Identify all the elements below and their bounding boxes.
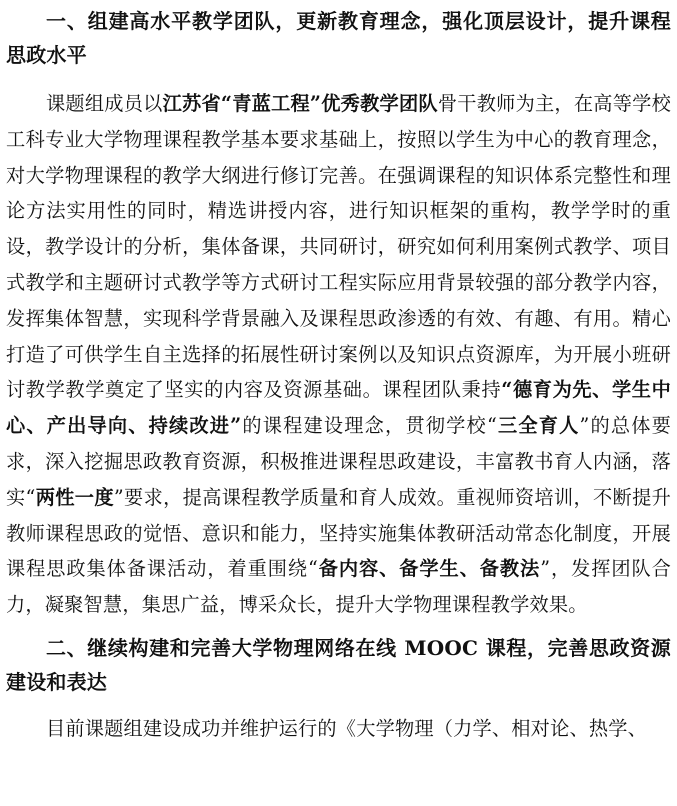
three-preparations-bold: 备内容、备学生、备教法 bbox=[318, 557, 541, 581]
team-name-bold: 江苏省“青蓝工程”优秀教学团队 bbox=[162, 92, 438, 115]
three-all-education-bold: 三全育人 bbox=[496, 414, 580, 438]
paragraph-1-text-4: ”的总体要求，深入挖掘思政教育资源，积极推进课程思政建设，丰富教书育人内涵，落实“ bbox=[6, 414, 671, 509]
course-philosophy-bold: “德育为先、学生中心、产出导向、持续改进” bbox=[6, 378, 672, 438]
paragraph-1-text-2: 骨干教师为主，在高等学校工科专业大学物理课程教学基本要求基础上，按照以学生为中心的教育理念，对大学物理课程的教学大纲进行修订完善。在强调课程的知识体系完整性和理论方法实用性的同时，精选讲授内容，进行知识框架的重构，教学学时的重设，教学设计的分析，集体备课，共同研讨，研究如何利用案例式教学、项目式教学和主题研讨式教学等方式研讨工程实际应用背景较强的部分教学内容，发挥集体智慧，实现科学背景融入及课程思政渗透的有效、有趣、有用。精心打造了可供学生自主选择的拓展性研讨案例以及知识点资源库，为开展小班研讨教学教学奠定了坚实的内容及资源基础。课程团队秉持 bbox=[6, 92, 671, 402]
paragraph-1 bbox=[6, 86, 671, 623]
section-heading-2: 二、继续构建和完善大学物理网络在线 MOOC 课程，完善思政资源建设和表达 bbox=[6, 635, 671, 694]
paragraph-1-text-6: ”，发挥团队合力，凝聚智慧，集思广益，博采众长，提升大学物理课程教学效果。 bbox=[6, 557, 672, 617]
paragraph-1-text-5: ”要求，提高课程教学质量和育人成效。重视师资培训，不断提升教师课程思政的觉悟、意识和能力，坚持实施集体教研活动常态化制度，开展课程思政集体备课活动，着重围绕“ bbox=[6, 485, 671, 581]
section-heading-1: 一、组建高水平教学团队，更新教育理念，强化顶层设计，提升课程思政水平 bbox=[6, 9, 671, 67]
paragraph-1-text-3: 的课程建设理念，贯彻学校“ bbox=[241, 414, 497, 438]
two-qualities-bold: 两性一度 bbox=[35, 485, 114, 509]
paragraph-1-text-1: 课题组成员以 bbox=[46, 92, 163, 115]
paragraph-2: 目前课题组建设成功并维护运行的《大学物理（力学、相对论、热学、 bbox=[46, 716, 648, 740]
